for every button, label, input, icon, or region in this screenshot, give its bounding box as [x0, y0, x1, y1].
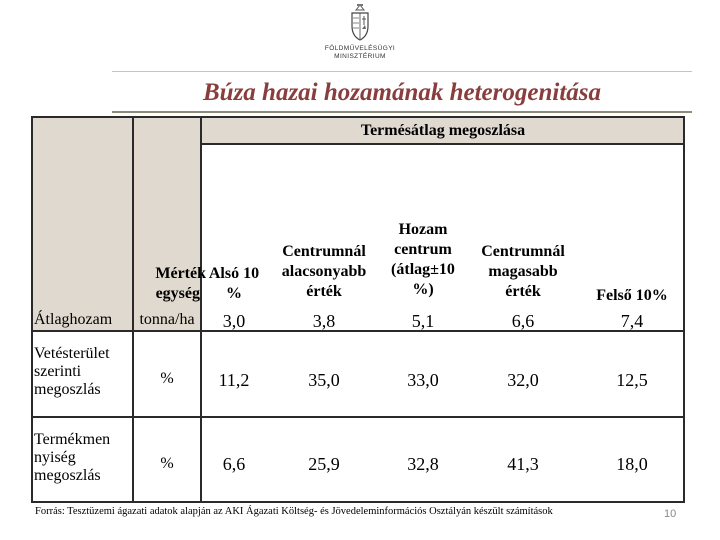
table-cell: 3,0	[222, 311, 246, 331]
column-header-line: érték	[306, 283, 342, 300]
table-border-row2	[31, 416, 685, 418]
column-header-line: %)	[412, 281, 434, 298]
ministry-name	[300, 45, 420, 61]
column-header-line: Hozam	[398, 221, 448, 238]
table-cell: 18,0	[616, 454, 648, 474]
unit-header-line-2: egység	[155, 285, 200, 302]
column-header-above-center	[462, 242, 584, 302]
table-cell: 12,5	[616, 370, 648, 390]
source-footnote: Forrás: Tesztüzemi ágazati adatok alapján az AKI Ágazati Költség- és Jövedeleminformációs Osztályán készült számítások	[35, 506, 553, 517]
ministry-line-2: MINISZTÉRIUM	[334, 53, 386, 60]
row-label-line: szerinti	[34, 363, 82, 380]
table-cell: 3,8	[312, 311, 336, 331]
table-cell: 41,3	[507, 454, 539, 474]
row-unit-average-yield: tonna/ha	[139, 311, 195, 328]
page-number: 10	[664, 508, 677, 520]
table-cell: 6,6	[222, 454, 246, 474]
column-header-center	[378, 220, 468, 300]
column-header-line: %	[226, 285, 242, 302]
column-header-line: Centrumnál	[282, 243, 366, 260]
table-border-col1	[132, 116, 134, 503]
column-header-line: érték	[505, 283, 541, 300]
column-header-line: Alsó 10	[208, 265, 260, 282]
ministry-line-1: FÖLDMŰVELÉSÜGYI	[324, 45, 396, 52]
table-cell: 35,0	[308, 370, 340, 390]
table-supertitle: Termésátlag megoszlása	[360, 122, 526, 139]
column-header-upper-10	[580, 286, 684, 306]
table-cell: 25,9	[308, 454, 340, 474]
row-label-line: nyiség	[34, 449, 76, 466]
table-cell: 32,8	[407, 454, 439, 474]
unit-header-line-1: Mérték	[155, 265, 206, 282]
title-underline	[112, 111, 692, 113]
table-cell: 7,4	[620, 311, 644, 331]
row-label-line: megoszlás	[34, 467, 101, 484]
unit-header	[134, 264, 206, 304]
column-header-line: alacsonyabb	[281, 263, 367, 280]
column-header-line: Centrumnál	[481, 243, 565, 260]
table-cell: 5,1	[411, 311, 435, 331]
column-header-line: centrum	[394, 241, 452, 258]
row-label-line: Vetésterület	[34, 345, 110, 362]
column-header-below-center	[270, 242, 378, 302]
table-cell: 32,0	[507, 370, 539, 390]
column-header-line: magasabb	[488, 263, 558, 280]
table-border-bottom	[31, 501, 685, 503]
table-cell: 11,2	[218, 370, 250, 390]
table-border-left	[31, 116, 33, 503]
header-divider	[112, 71, 692, 72]
row-label-average-yield: Átlaghozam	[34, 311, 113, 328]
row-label-production-volume	[34, 431, 110, 485]
column-header-line: (átlag±10	[391, 261, 455, 278]
row-unit-sown-area: %	[160, 370, 174, 387]
row-label-sown-area	[34, 345, 110, 399]
row-unit-production-volume: %	[160, 455, 174, 472]
table-cell: 6,6	[511, 311, 535, 331]
coat-of-arms-icon	[349, 2, 371, 42]
table-cell: 33,0	[407, 370, 439, 390]
page-title: Búza hazai hozamának heterogenitása	[202, 79, 601, 106]
column-header-lower-10	[202, 264, 266, 304]
column-header-line: Felső 10%	[596, 287, 668, 304]
row-label-line: megoszlás	[34, 381, 101, 398]
table-header-shade-label	[33, 118, 132, 330]
row-label-line: Termékmen	[34, 431, 111, 448]
